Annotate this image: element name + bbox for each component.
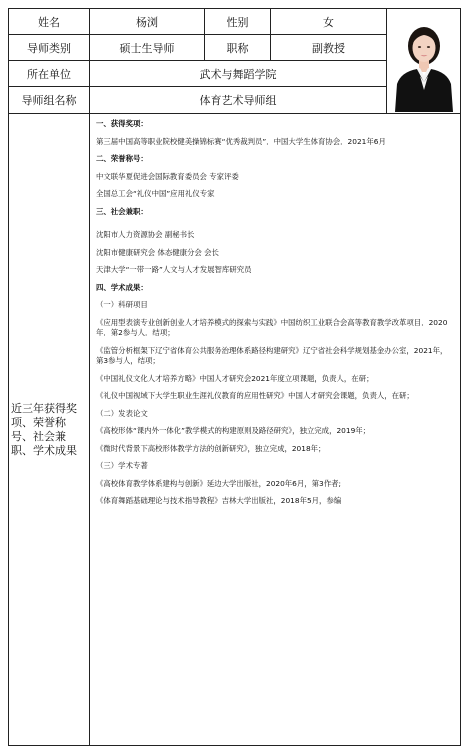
title-value: 副教授 — [271, 35, 387, 61]
position-item: 沈阳市健康研究会 体态健康分会 会长 — [96, 247, 219, 257]
honor-item: 中文联华夏促进会国际教育委员会 专家评委 — [96, 171, 239, 181]
honor-item: 全国总工会“礼仪中国”应用礼仪专家 — [96, 189, 215, 198]
advisor-type-label: 导师类别 — [9, 35, 90, 61]
group-value: 体育艺术导师组 — [90, 87, 387, 114]
achievements-label: 近三年获得奖项、荣誉称号、社会兼职、学术成果 — [9, 114, 90, 746]
subsection-projects-heading: （一）科研项目 — [96, 300, 148, 309]
project-item: 《中国礼仪文化人才培养方略》中国人才研究会2021年度立项课题，负责人，在研； — [96, 373, 374, 383]
portrait-photo — [387, 9, 461, 114]
portrait-image — [387, 10, 461, 112]
advisor-info-table — [8, 8, 461, 746]
subsection-books-heading: （三）学术专著 — [96, 461, 148, 470]
paper-item: 《微时代背景下高校形体教学方法的创新研究》，独立完成，2018年； — [96, 443, 326, 453]
book-item: 《高校体育教学体系建构与创新》延边大学出版社，2020年6月，第3作者; — [96, 478, 342, 488]
project-item: 《礼仪中国视域下大学生职业生涯礼仪教育的应用性研究》中国人才研究会课题，负责人，在研； — [96, 391, 414, 400]
book-item: 《体育舞蹈基础理论与技术指导教程》吉林大学出版社，2018年5月，参编 — [96, 496, 342, 505]
position-item: 天津大学“一带一路”人文与人才发展智库研究员 — [96, 265, 252, 274]
section-research-heading: 四、学术成果： — [96, 282, 148, 292]
position-item: 沈阳市人力资源协会 副秘书长 — [96, 230, 195, 239]
title-label: 职称 — [205, 35, 271, 61]
name-label: 姓名 — [9, 9, 90, 35]
advisor-type-value: 硕士生导师 — [90, 35, 205, 61]
group-label: 导师组名称 — [9, 87, 90, 114]
paper-item: 《高校形体“课内外一体化”教学模式的构建原则及路径研究》，独立完成，2019年； — [96, 426, 371, 435]
achievements-content — [90, 114, 461, 746]
section-honors-heading: 二、荣誉称号： — [96, 154, 148, 163]
gender-label: 性别 — [205, 9, 271, 35]
section-awards-heading: 一、获得奖项： — [96, 119, 148, 128]
section-positions-heading: 三、社会兼职： — [96, 206, 148, 216]
award-item: 第三届中国高等职业院校健美操锦标赛“优秀裁判员”．中国大学生体育协会．2021年6月 — [96, 136, 386, 146]
name-value: 杨浏 — [90, 9, 205, 35]
unit-value: 武术与舞蹈学院 — [90, 61, 387, 87]
project-item: 《监管分析框架下辽宁省体育公共服务治理体系路径构建研究》辽宁省社会科学规划基金办公室，2021年，第3参与人，结项； — [96, 345, 448, 365]
unit-label: 所在单位 — [9, 61, 90, 87]
gender-value: 女 — [271, 9, 387, 35]
project-item: 《应用型表演专业创新创业人才培养模式的探索与实践》中国纺织工业联合会高等教育教学改革项目．2020年．第2参与人．结项； — [96, 317, 448, 337]
subsection-papers-heading: （二）发表论文 — [96, 408, 148, 418]
